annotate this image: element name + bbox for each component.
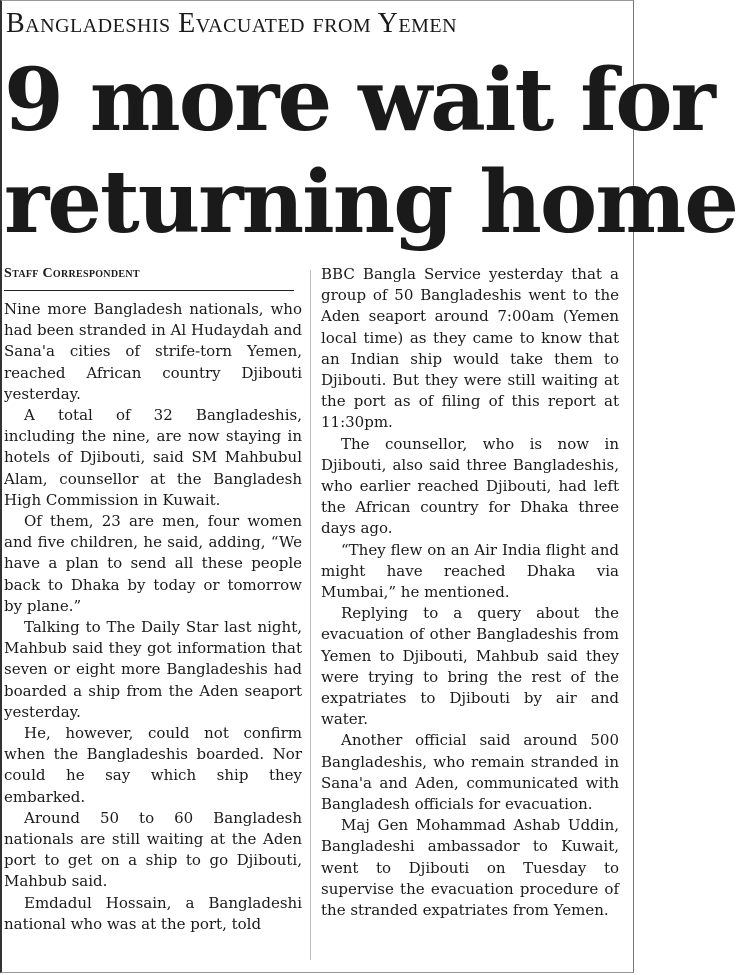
article-column-right <box>321 264 619 921</box>
paragraph: Of them, 23 are men, four women and five children, he said, adding, “We have a plan to send all these people back to Dhaka by today or tomorrow by plane.” <box>4 512 302 615</box>
paragraph: Replying to a query about the evacuation of other Bangladeshis from Yemen to Djibouti, Mahbub said they were trying to bring the rest of the expatriates to Djibouti by air and water. <box>321 604 619 729</box>
paragraph: Emdadul Hossain, a Bangladeshi national who was at the port, told <box>4 893 302 933</box>
paragraph: Around 50 to 60 Bangladesh nationals are still waiting at the Aden port to get on a ship to go Djibouti, Mahbub said. <box>4 808 302 891</box>
headline-line-2: returning home <box>4 152 737 253</box>
paragraph: The counsellor, who is now in Djibouti, also said three Bangladeshis, who earlier reached Djibouti, had left the African country for Dhaka three days ago. <box>321 434 619 538</box>
paragraph: BBC Bangla Service yesterday that a group of 50 Bangladeshis went to the Aden seaport around 7:00am (Yemen local time) as they came to know that an Indian ship would take them to Djibouti. But they were still waiting at the port as of filing of this report at 11:30pm. <box>321 265 619 432</box>
byline: Staff Correspondent <box>4 264 294 291</box>
paragraph: He, however, could not confirm when the Bangladeshis boarded. Nor could he say which ship they embarked. <box>4 724 302 806</box>
main-headline <box>4 50 737 254</box>
paragraph: A total of 32 Bangladeshis, including the nine, are now staying in hotels of Djibouti, said SM Mahbubul Alam, counsellor at the Bangladesh High Commission in Kuwait. <box>4 406 302 509</box>
article-column-left <box>4 264 302 935</box>
paragraph: Another official said around 500 Bangladeshis, who remain stranded in Sana'a and Aden, communicated with Bangladesh officials for evacuation. <box>321 731 619 814</box>
kicker-headline: Bangladeshis Evacuated from Yemen <box>6 8 458 39</box>
paragraph: Maj Gen Mohammad Ashab Uddin, Bangladeshi ambassador to Kuwait, went to Djibouti on Tuesday to supervise the evacuation procedure of the stranded expatriates from Yemen. <box>321 816 619 920</box>
paragraph: “They flew on an Air India flight and might have reached Dhaka via Mumbai,” he mentioned. <box>321 540 619 602</box>
column-divider <box>310 270 311 960</box>
paragraph: Talking to The Daily Star last night, Mahbub said they got information that seven or eight more Bangladeshis had boarded a ship from the Aden seaport yesterday. <box>4 618 302 721</box>
headline-line-1: 9 more wait for <box>4 50 714 151</box>
paragraph: Nine more Bangladesh nationals, who had been stranded in Al Hudaydah and Sana'a cities of strife-torn Yemen, reached African country Djibouti yesterday. <box>4 300 302 403</box>
